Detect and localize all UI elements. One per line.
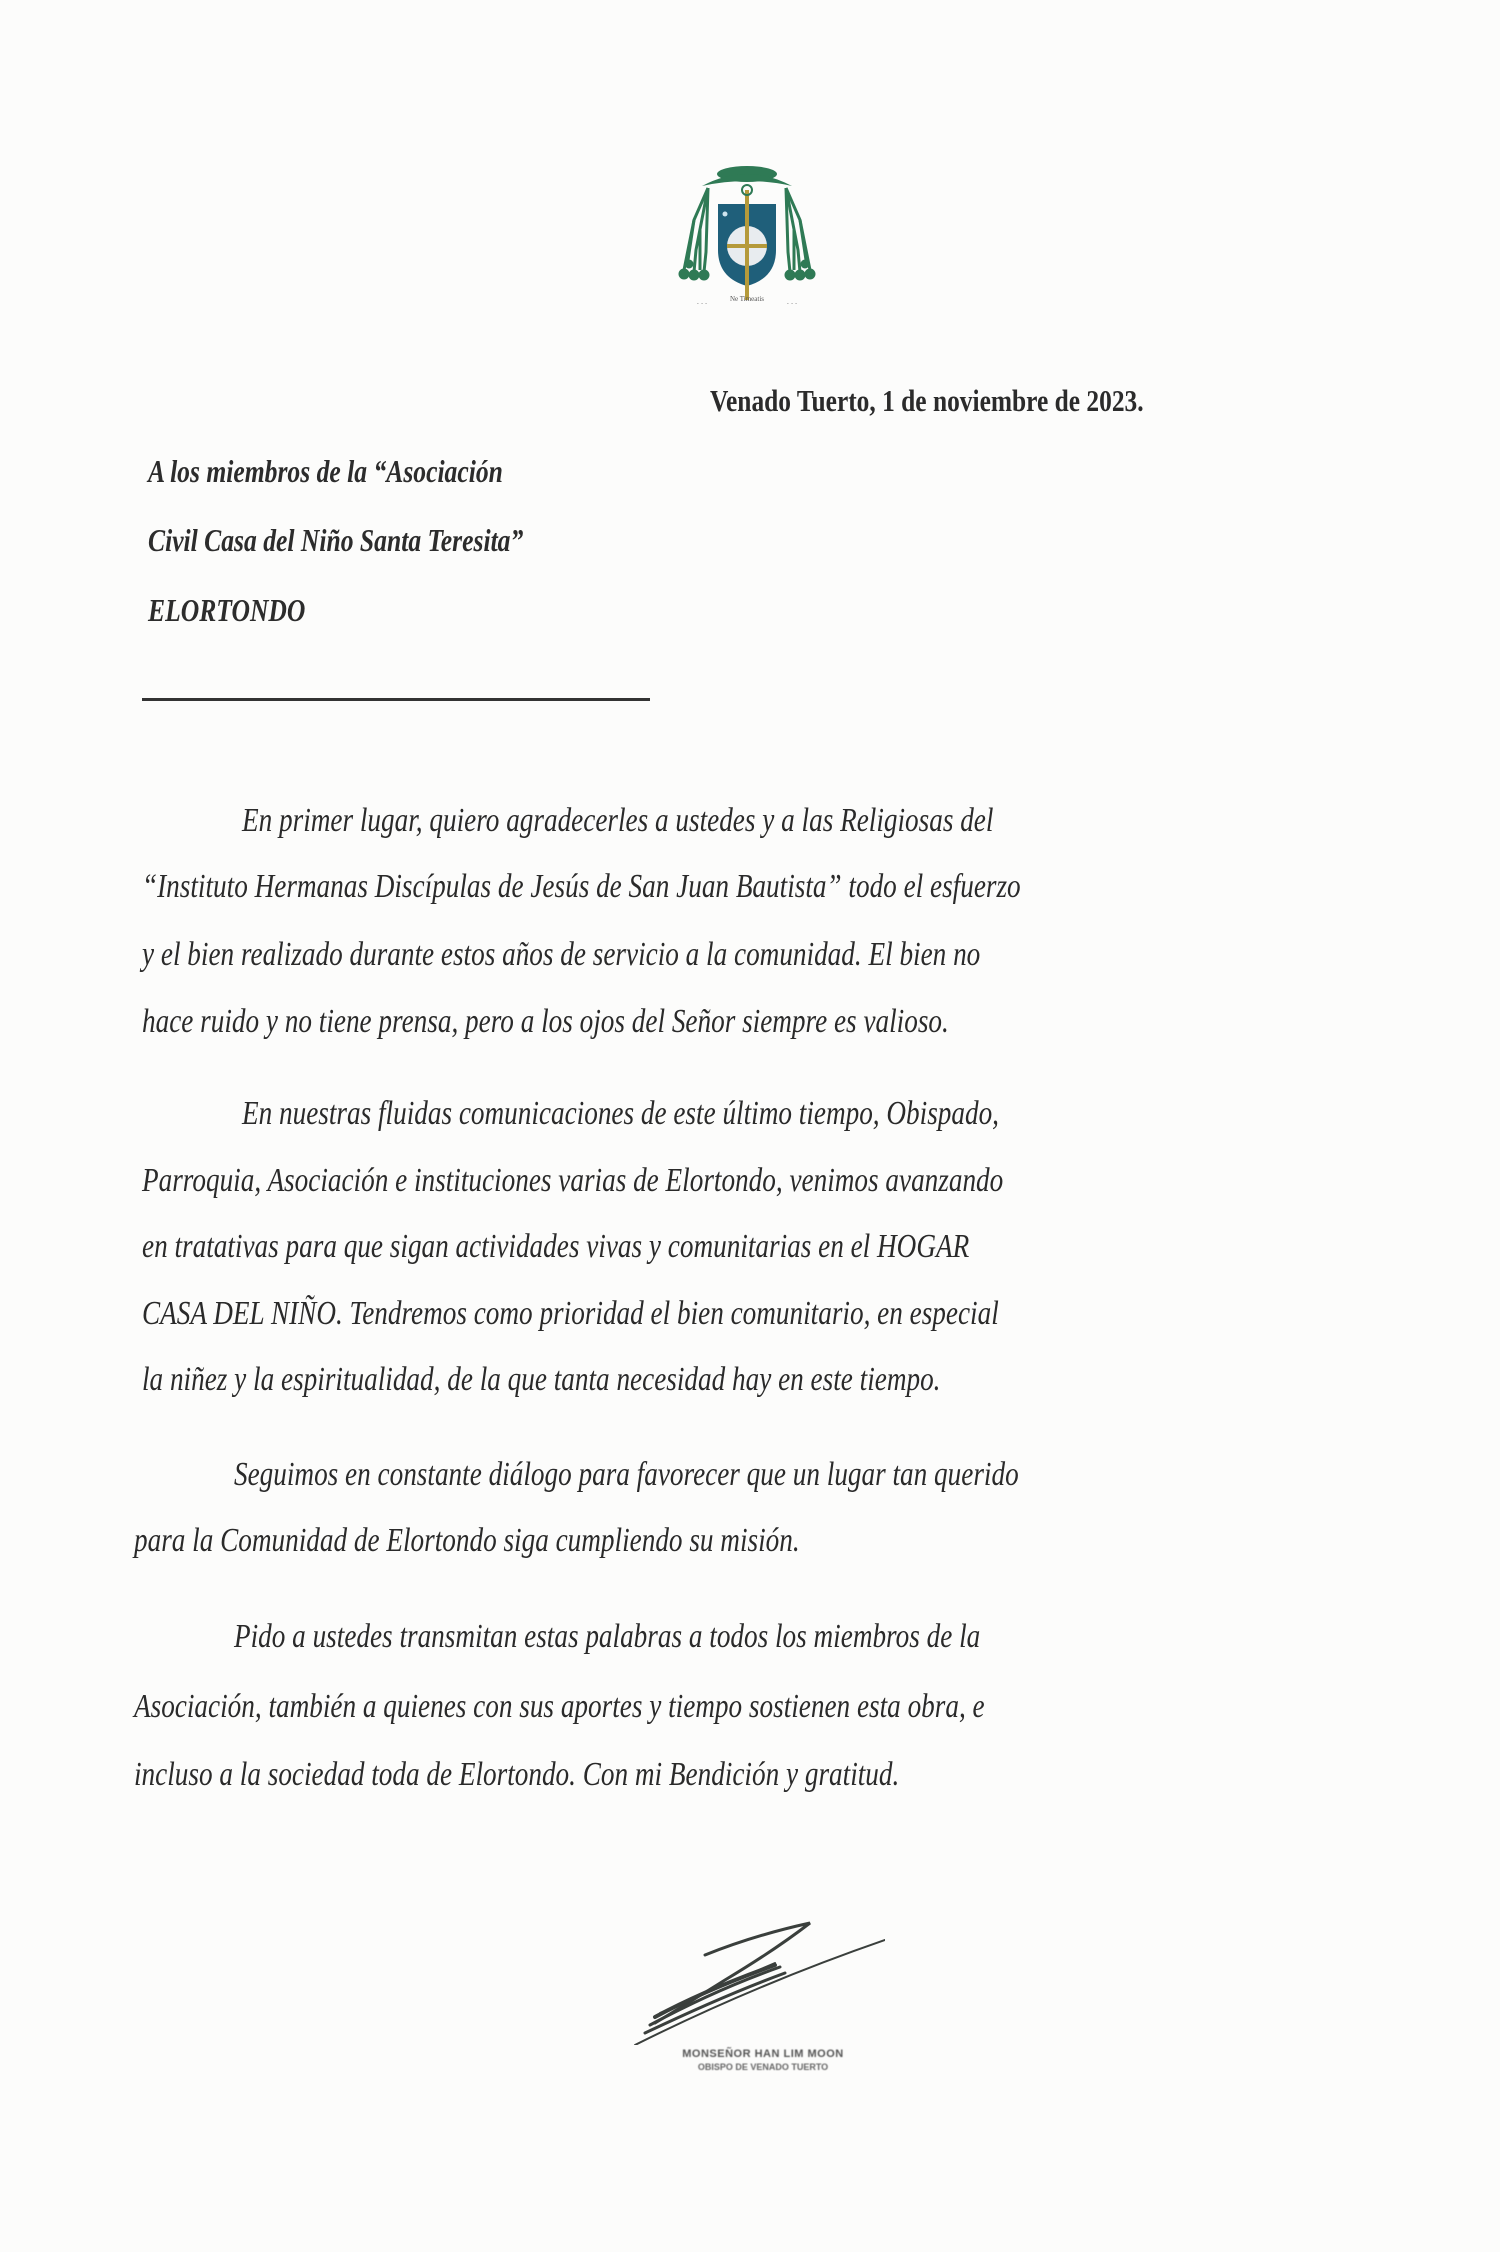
paragraph-line: incluso a la sociedad toda de Elortondo. Con mi Bendición y gratitud.: [134, 1756, 900, 1793]
paragraph-line: Pido a ustedes transmitan estas palabras a todos los miembros de la: [234, 1618, 981, 1655]
recipient-line-1: A los miembros de la “Asociación: [148, 453, 503, 489]
paragraph-line: “Instituto Hermanas Discípulas de Jesús de San Juan Bautista” todo el esfuerzo: [142, 868, 1021, 905]
place-date: Venado Tuerto, 1 de noviembre de 2023.: [710, 383, 1144, 418]
paragraph-line: En primer lugar, quiero agradecerles a ustedes y a las Religiosas del: [242, 802, 994, 839]
signatory-title: OBISPO DE VENADO TUERTO: [697, 2062, 829, 2072]
paragraph-line: Asociación, también a quienes con sus aportes y tiempo sostienen esta obra, e: [134, 1688, 985, 1725]
paragraph-line: En nuestras fluidas comunicaciones de este último tiempo, Obispado,: [242, 1095, 999, 1132]
signatory-name: MONSEÑOR HAN LIM MOON: [682, 2048, 844, 2060]
tassels-left: [680, 188, 708, 279]
paragraph-line: Parroquia, Asociación e instituciones varias de Elortondo, venimos avanzando: [142, 1162, 1004, 1199]
shield: [718, 185, 776, 300]
crest-decoration-right: · · ·: [786, 300, 798, 308]
paragraph-line: la niñez y la espiritualidad, de la que tanta necesidad hay en este tiempo.: [142, 1361, 941, 1398]
galero-hat: [702, 166, 792, 186]
recipient-city: ELORTONDO: [148, 592, 306, 628]
recipient-line-2: Civil Casa del Niño Santa Teresita”: [148, 522, 524, 558]
coat-of-arms-icon: [672, 160, 822, 320]
crest-motto: Ne Timeatis: [729, 295, 765, 303]
crest-decoration-left: · · ·: [696, 300, 708, 308]
handwritten-signature: [615, 1895, 885, 2045]
paragraph-line: en tratativas para que sigan actividades vivas y comunitarias en el HOGAR: [142, 1228, 970, 1265]
paragraph-line: y el bien realizado durante estos años de servicio a la comunidad. El bien no: [142, 936, 981, 973]
paragraph-line: hace ruido y no tiene prensa, pero a los ojos del Señor siempre es valioso.: [142, 1003, 949, 1040]
paragraph-line: CASA DEL NIÑO. Tendremos como prioridad el bien comunitario, en especial: [142, 1295, 999, 1332]
tassels-right: [786, 188, 814, 279]
paragraph-line: Seguimos en constante diálogo para favorecer que un lugar tan querido: [234, 1456, 1019, 1493]
separator-rule: [142, 698, 650, 701]
signature-caption: [658, 2048, 868, 2073]
paragraph-line: para la Comunidad de Elortondo siga cumpliendo su misión.: [134, 1522, 800, 1559]
